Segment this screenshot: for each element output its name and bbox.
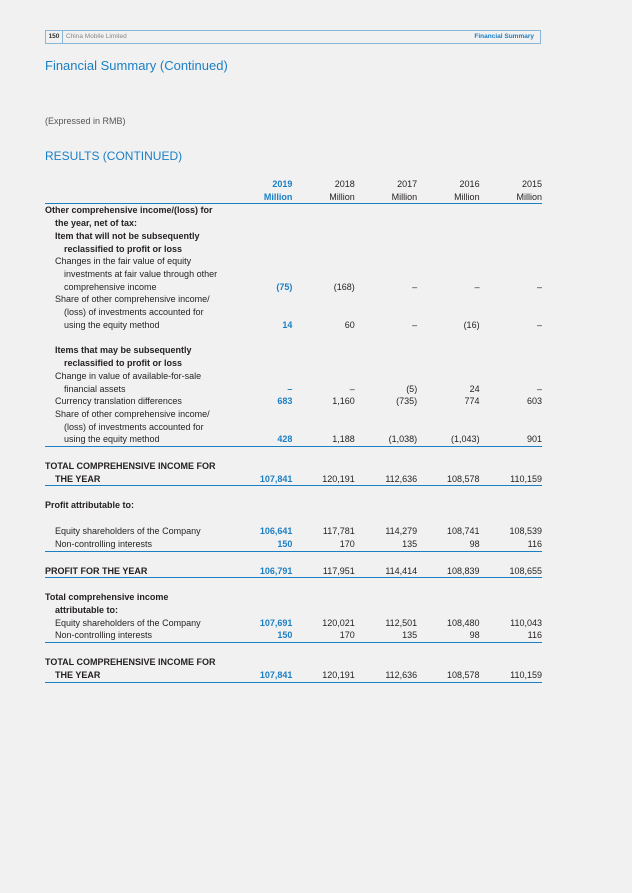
table-row xyxy=(45,357,542,370)
table-row xyxy=(45,525,542,538)
cell-value: (5) xyxy=(406,383,418,394)
cell-value: 120,191 xyxy=(292,669,354,682)
cell-value: 14 xyxy=(282,319,293,330)
cell-value: 135 xyxy=(355,538,417,551)
table-row xyxy=(45,656,542,669)
cell-value: 603 xyxy=(526,396,542,407)
table-row xyxy=(45,306,542,319)
table-row xyxy=(45,565,542,578)
year-header-row xyxy=(45,178,542,191)
row-label: Item that will not be subsequently xyxy=(55,230,200,241)
cell-value: 108,578 xyxy=(417,473,479,486)
cell-value: – xyxy=(536,383,542,394)
table-row xyxy=(45,344,542,357)
table-row xyxy=(45,281,542,294)
cell-value: – xyxy=(474,281,480,292)
table-row xyxy=(45,460,542,473)
table-row xyxy=(45,473,542,486)
cell-value: 774 xyxy=(464,396,480,407)
row-label: (loss) of investments accounted for xyxy=(64,421,204,432)
results-table xyxy=(45,178,542,683)
page-number: 150 xyxy=(46,31,63,43)
cell-value: (1,043) xyxy=(417,433,479,446)
row-label: reclassified to profit or loss xyxy=(64,358,183,369)
unit-header: Million xyxy=(355,191,417,204)
row-label: TOTAL COMPREHENSIVE INCOME FOR xyxy=(45,461,216,472)
table-row xyxy=(45,629,542,642)
table-row xyxy=(45,319,542,332)
cell-value: – xyxy=(412,319,418,330)
cell-value: – xyxy=(536,281,542,292)
cell-value: 110,159 xyxy=(480,473,542,486)
cell-value: 106,641 xyxy=(259,526,293,537)
row-label: Non-controlling interests xyxy=(45,629,230,642)
row-label: investments at fair value through other xyxy=(64,268,218,279)
row-label: comprehensive income xyxy=(64,281,157,292)
table-row xyxy=(45,370,542,383)
cell-value: 110,159 xyxy=(480,669,542,682)
table-row xyxy=(45,255,542,268)
cell-value: 114,279 xyxy=(385,526,418,537)
cell-value: 117,951 xyxy=(292,565,354,578)
cell-value: – xyxy=(536,319,542,330)
cell-value: 108,480 xyxy=(447,617,480,628)
row-label: the year, net of tax: xyxy=(55,218,138,229)
row-label: Currency translation differences xyxy=(55,396,182,407)
year-header: 2016 xyxy=(459,179,480,189)
row-label: Equity shareholders of the Company xyxy=(55,617,201,628)
section-heading: RESULTS (CONTINUED) xyxy=(45,149,183,163)
row-label: Change in value of available-for-sale xyxy=(55,370,202,381)
cell-value: – xyxy=(412,281,418,292)
cell-value: 116 xyxy=(480,538,542,551)
unit-header: Million xyxy=(480,191,542,204)
cell-value: 170 xyxy=(292,538,354,551)
cell-value: (16) xyxy=(463,319,480,330)
row-label: attributable to: xyxy=(55,604,118,615)
page-title: Financial Summary (Continued) xyxy=(45,58,228,73)
table-row xyxy=(45,433,542,446)
table-row xyxy=(45,383,542,396)
cell-value: 110,043 xyxy=(510,617,542,628)
cell-value: 683 xyxy=(277,396,293,407)
cell-value: 120,021 xyxy=(322,617,355,628)
table-row xyxy=(45,204,542,217)
table-row xyxy=(45,617,542,630)
row-label: Items that may be subsequently xyxy=(55,345,192,356)
cell-value: (75) xyxy=(276,281,293,292)
cell-value: (1,038) xyxy=(355,433,417,446)
table-row xyxy=(45,499,542,512)
unit-header-row xyxy=(45,191,542,204)
cell-value: 116 xyxy=(480,629,542,642)
cell-value: 114,414 xyxy=(355,565,417,578)
cell-value: 1,188 xyxy=(292,433,354,446)
year-header: 2018 xyxy=(334,179,355,189)
row-label: Equity shareholders of the Company xyxy=(55,526,201,537)
table-row xyxy=(45,538,542,551)
cell-value: 428 xyxy=(230,433,292,446)
row-label: THE YEAR xyxy=(45,669,230,682)
cell-value: 135 xyxy=(355,629,417,642)
cell-value: 112,636 xyxy=(355,669,417,682)
page-header xyxy=(45,30,541,44)
row-label: Non-controlling interests xyxy=(45,538,230,551)
cell-value: 1,160 xyxy=(332,396,355,407)
table-row xyxy=(45,230,542,243)
table-row xyxy=(45,217,542,230)
row-label: Share of other comprehensive income/ xyxy=(55,294,210,305)
cell-value: (735) xyxy=(396,396,418,407)
row-label: Share of other comprehensive income/ xyxy=(55,408,210,419)
cell-value: 108,539 xyxy=(509,526,542,537)
cell-value: 117,781 xyxy=(322,526,355,537)
row-label: using the equity method xyxy=(64,319,160,330)
cell-value: 108,839 xyxy=(417,565,479,578)
row-label: Total comprehensive income xyxy=(45,592,169,603)
table-row xyxy=(45,669,542,682)
company-name: China Mobile Limited xyxy=(66,33,127,40)
cell-value: 112,501 xyxy=(385,617,418,628)
table-row xyxy=(45,243,542,256)
cell-value: – xyxy=(349,383,355,394)
cell-value: 98 xyxy=(417,538,479,551)
table-row xyxy=(45,604,542,617)
row-label: Profit attributable to: xyxy=(45,500,134,511)
row-label: using the equity method xyxy=(45,433,230,446)
row-label: THE YEAR xyxy=(45,473,230,486)
cell-value: 108,578 xyxy=(417,669,479,682)
unit-header: Million xyxy=(230,191,292,204)
cell-value: 106,791 xyxy=(230,565,292,578)
table-row xyxy=(45,408,542,421)
table-row xyxy=(45,293,542,306)
cell-value: 150 xyxy=(230,629,292,642)
table-row xyxy=(45,395,542,408)
cell-value: 150 xyxy=(230,538,292,551)
row-label: Changes in the fair value of equity xyxy=(55,256,192,267)
cell-value: 60 xyxy=(344,319,355,330)
cell-value: 108,655 xyxy=(480,565,542,578)
row-label: TOTAL COMPREHENSIVE INCOME FOR xyxy=(45,657,216,668)
row-label: PROFIT FOR THE YEAR xyxy=(45,565,230,578)
cell-value: 120,191 xyxy=(292,473,354,486)
cell-value: 170 xyxy=(292,629,354,642)
cell-value: (168) xyxy=(333,281,355,292)
currency-note: (Expressed in RMB) xyxy=(45,116,126,126)
cell-value: 108,741 xyxy=(447,526,480,537)
row-label: reclassified to profit or loss xyxy=(64,243,183,254)
year-header: 2015 xyxy=(521,179,542,189)
unit-header: Million xyxy=(292,191,354,204)
row-label: Other comprehensive income/(loss) for xyxy=(45,205,213,216)
row-label: (loss) of investments accounted for xyxy=(64,307,204,318)
year-header: 2017 xyxy=(397,179,418,189)
cell-value: 107,841 xyxy=(230,473,292,486)
unit-header: Million xyxy=(417,191,479,204)
section-name: Financial Summary xyxy=(474,33,534,40)
table-row xyxy=(45,268,542,281)
cell-value: – xyxy=(287,383,293,394)
table-row xyxy=(45,421,542,434)
cell-value: 107,841 xyxy=(230,669,292,682)
cell-value: 901 xyxy=(480,433,542,446)
cell-value: 24 xyxy=(469,383,480,394)
cell-value: 112,636 xyxy=(355,473,417,486)
year-header: 2019 xyxy=(272,179,293,189)
cell-value: 107,691 xyxy=(259,617,293,628)
row-label: financial assets xyxy=(64,383,126,394)
table-row xyxy=(45,591,542,604)
cell-value: 98 xyxy=(417,629,479,642)
